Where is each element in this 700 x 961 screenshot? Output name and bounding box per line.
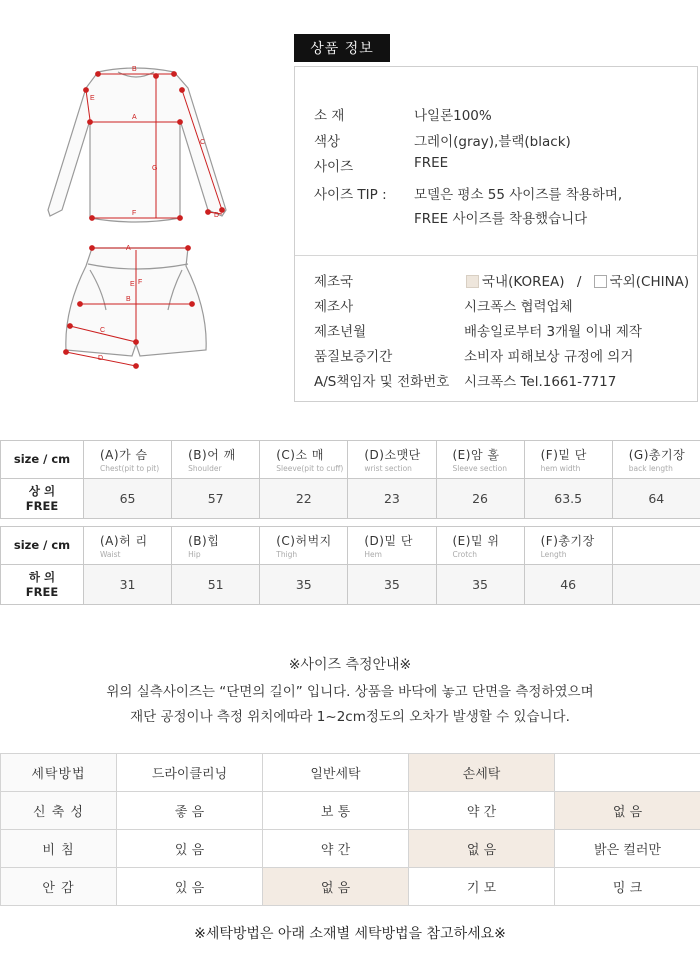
care-label-lining: 안 감 [1, 868, 117, 906]
top-size-header-length [612, 441, 700, 479]
care-cell: 보 통 [263, 792, 409, 830]
top-size-value: 23 [348, 479, 436, 519]
origin-separator: / [576, 274, 582, 290]
row-label-line1: 상 의 [28, 483, 56, 498]
care-row-stretch [1, 792, 700, 830]
header-sub: Hip [188, 550, 201, 559]
care-cell [555, 754, 700, 792]
top-size-row-label [1, 479, 84, 519]
bottom-size-header-empty [612, 527, 700, 565]
spec-value-size: FREE [414, 155, 449, 171]
care-cell: 일반세탁 [263, 754, 409, 792]
header-main: (C)소 매 [276, 448, 324, 462]
care-cell: 기 모 [409, 868, 555, 906]
bottom-size-header-hip [172, 527, 260, 565]
spec-value-color: 그레이(gray),블랙(black) [414, 134, 571, 150]
bottom-size-value: 31 [84, 565, 172, 605]
header-main: (A)허 리 [100, 534, 148, 548]
top-size-corner: size / cm [1, 441, 84, 479]
care-row-lining [1, 868, 700, 906]
spec-key-color: 색상 [314, 134, 341, 150]
mfg-value-warranty: 소비자 피해보상 규정에 의거 [464, 349, 634, 365]
care-label-wash: 세탁방법 [1, 754, 117, 792]
top-size-header-sleeve [260, 441, 348, 479]
header-main: (B)어 깨 [188, 448, 236, 462]
care-table [0, 753, 700, 906]
bottom-measure-letter: E [130, 281, 135, 288]
care-cell-selected: 없 음 [409, 830, 555, 868]
top-size-value: 22 [260, 479, 348, 519]
top-size-header-hem [524, 441, 612, 479]
bottom-size-table [0, 526, 700, 605]
bottom-size-header-hem [348, 527, 436, 565]
bottom-size-value: 35 [436, 565, 524, 605]
bottom-measure-letter: C [100, 327, 106, 334]
care-cell: 약 간 [409, 792, 555, 830]
mfg-value-country [466, 270, 689, 290]
care-cell: 드라이클리닝 [117, 754, 263, 792]
mfg-key-country: 제조국 [314, 274, 354, 290]
header-sub: back length [628, 464, 673, 473]
header-sub: Crotch [452, 550, 478, 559]
bottom-size-value: 51 [172, 565, 260, 605]
top-size-value: 65 [84, 479, 172, 519]
bottom-size-header-length [524, 527, 612, 565]
origin-korea-label: 국내(KOREA) [482, 274, 565, 290]
mfg-key-maker: 제조사 [314, 299, 354, 315]
top-size-table [0, 440, 700, 519]
care-cell-selected: 손세탁 [409, 754, 555, 792]
mfg-key-date: 제조년월 [314, 324, 367, 340]
bottom-size-header-crotch [436, 527, 524, 565]
top-size-header-wrist [348, 441, 436, 479]
row-label-line2: FREE [25, 584, 59, 599]
header-sub: Waist [100, 550, 121, 559]
top-size-header-shoulder [172, 441, 260, 479]
top-measure-letter: F [132, 210, 137, 217]
bottom-size-header-waist [84, 527, 172, 565]
top-size-header-armhole [436, 441, 524, 479]
top-size-header-chest [84, 441, 172, 479]
top-measure-letter: E [90, 95, 95, 102]
header-sub: Length [540, 550, 567, 559]
garment-measurement-diagram [40, 60, 240, 380]
spec-value-size-tip-2: FREE 사이즈를 착용했습니다 [414, 211, 588, 227]
care-cell-selected: 없 음 [263, 868, 409, 906]
care-footer-note: ※세탁방법은 아래 소재별 세탁방법을 참고하세요※ [194, 926, 506, 942]
header-sub: Hem [364, 550, 382, 559]
bottom-size-value-empty [612, 565, 700, 605]
header-main: (E)암 홀 [452, 448, 500, 462]
bottom-measure-letter: B [126, 296, 131, 303]
top-size-value: 26 [436, 479, 524, 519]
korea-checkbox [466, 275, 479, 288]
spec-key-size-tip: 사이즈 TIP : [314, 187, 387, 203]
header-sub: hem width [540, 464, 581, 473]
header-sub: Shoulder [188, 464, 222, 473]
bottom-size-header-row [1, 527, 700, 565]
bottom-measure-letter: A [126, 245, 131, 252]
care-row-wash [1, 754, 700, 792]
mfg-value-date: 배송일로부터 3개월 이내 제작 [464, 324, 642, 340]
header-main: (C)허벅지 [276, 534, 332, 548]
care-row-sheer [1, 830, 700, 868]
spec-value-size-tip-1: 모델은 평소 55 사이즈를 착용하며, [414, 187, 623, 203]
product-info-title: 상품 정보 [294, 34, 390, 62]
top-size-value: 57 [172, 479, 260, 519]
top-measure-letter: B [132, 66, 137, 73]
care-cell: 좋 음 [117, 792, 263, 830]
header-main: (G)총기장 [628, 448, 686, 462]
header-sub: wrist section [364, 464, 412, 473]
bottom-size-value: 35 [260, 565, 348, 605]
mfg-key-as: A/S책임자 및 전화번호 [314, 374, 450, 390]
header-main: (F)총기장 [540, 534, 595, 548]
spec-key-material: 소 재 [314, 108, 345, 124]
header-main: (E)밑 위 [452, 534, 500, 548]
care-cell: 약 간 [263, 830, 409, 868]
header-sub: Thigh [276, 550, 298, 559]
care-label-sheer: 비 침 [1, 830, 117, 868]
header-sub: Sleeve(pit to cuff) [276, 464, 344, 473]
top-measure-letter: A [132, 114, 137, 121]
size-note-line1: 위의 실측사이즈는 “단면의 길이” 입니다. 상품을 바닥에 놓고 단면을 측정하였으며 [106, 684, 594, 700]
bottom-size-corner: size / cm [1, 527, 84, 565]
care-label-stretch: 신 축 성 [1, 792, 117, 830]
product-info-divider [295, 255, 697, 256]
header-main: (D)밑 단 [364, 534, 413, 548]
care-cell: 밝은 컬러만 [555, 830, 700, 868]
header-main: (B)힙 [188, 534, 220, 548]
spec-value-material: 나일론100% [414, 108, 492, 124]
care-cell: 밍 크 [555, 868, 700, 906]
mfg-key-warranty: 품질보증기간 [314, 349, 393, 365]
mfg-value-maker: 시크폭스 협력업체 [464, 299, 573, 315]
top-measure-letter: G [152, 165, 158, 172]
care-cell-selected: 없 음 [555, 792, 700, 830]
bottom-size-header-thigh [260, 527, 348, 565]
header-main: (A)가 슴 [100, 448, 148, 462]
size-note-title: ※사이즈 측정안내※ [288, 657, 412, 673]
care-cell: 있 음 [117, 868, 263, 906]
top-size-value: 63.5 [524, 479, 612, 519]
header-main: (F)밑 단 [540, 448, 587, 462]
mfg-value-as: 시크폭스 Tel.1661-7717 [464, 374, 617, 390]
bottom-size-row-label [1, 565, 84, 605]
top-size-value-row [1, 479, 700, 519]
bottom-size-value-row [1, 565, 700, 605]
size-note-line2: 재단 공정이나 측정 위치에따라 1~2cm정도의 오차가 발생할 수 있습니다. [130, 709, 570, 725]
header-sub: Sleeve section [452, 464, 508, 473]
origin-china-label: 국외(CHINA) [609, 274, 690, 290]
top-measure-letter: D [214, 212, 220, 219]
bottom-measure-letter: D [98, 355, 104, 362]
bottom-size-value: 35 [348, 565, 436, 605]
top-size-value: 64 [612, 479, 700, 519]
spec-key-size: 사이즈 [314, 159, 354, 175]
china-checkbox [594, 275, 607, 288]
bottom-size-value: 46 [524, 565, 612, 605]
row-label-line1: 하 의 [28, 569, 56, 584]
header-sub: Chest(pit to pit) [100, 464, 160, 473]
care-cell: 있 음 [117, 830, 263, 868]
header-main: (D)소맷단 [364, 448, 421, 462]
bottom-measure-letter: F [138, 279, 143, 286]
top-measure-letter: C [200, 139, 206, 146]
row-label-line2: FREE [25, 498, 59, 513]
top-size-header-row [1, 441, 700, 479]
